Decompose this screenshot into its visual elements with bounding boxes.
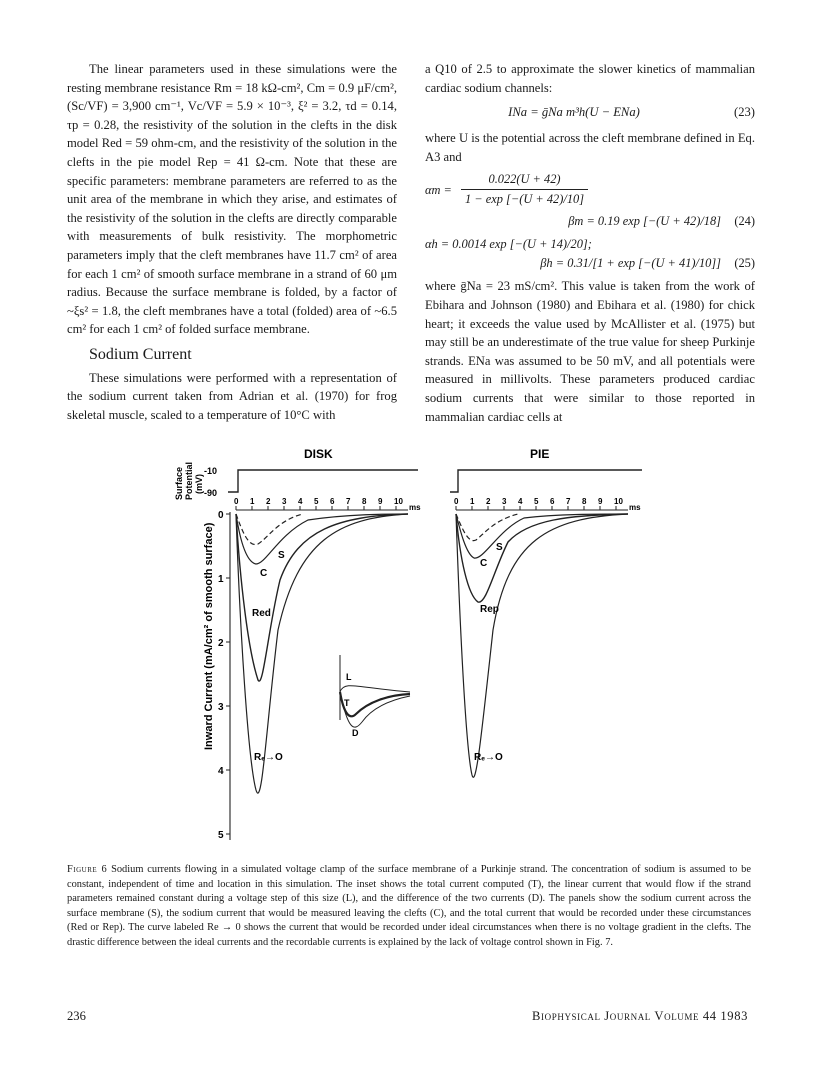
x-unit-pie: ms bbox=[629, 503, 641, 512]
paragraph-linear-parameters: The linear parameters used in these simulations were the resting membrane resistance Rm = 18 kΩ-cm², Cm = 0.9 μF/cm², (Sc/VF) = 3,900 cm⁻¹, Vc/VF = 5.9 × 10⁻³, ξ² = 3.2, τd = 0.14, τp = 0.28, the resistivity of the solution in the clefts in the disk model Red = 59 ohm-cm, and the resistivity of the solution in the clefts in the pie model Rep = 41 Ω-cm. Note that these are specific parameters: membrane parameters are referred to as the unit area of the membrane in which they arise, and estimates of the resistivity of the solution in the clefts are directly comparable with measurements of bulk resistivity. The morphometric parameters imply that the cleft membranes have 11.7 cm² of area for each 1 cm² of smooth surface membrane in a strand of 60 μm radius. Because the surface membrane is folded, by a factor of ~ξs² = 1.8, the cleft membranes have a total (folded) area of ~6.5 cm² for each 1 cm² of folded surface membrane. bbox=[67, 62, 397, 337]
voltage-step-pie bbox=[450, 470, 642, 492]
y-tick-label: 5 bbox=[218, 830, 224, 841]
section-heading: Sodium Current bbox=[89, 345, 192, 363]
page-number: 236 bbox=[67, 1009, 86, 1023]
label-pie-rep: Rep bbox=[480, 604, 499, 615]
paragraph-sodium-current: These simulations were performed with a representation of the sodium current taken from Adrian et al. (1970) for frog skeletal muscle, scaled to a temperature of 10°C with bbox=[67, 370, 397, 422]
voltage-tick-minus90: -90 bbox=[204, 488, 218, 498]
inset-label-d: D bbox=[352, 728, 359, 738]
curve-disk-c bbox=[236, 514, 408, 564]
label-pie-ideal: Rₑ→O bbox=[474, 752, 503, 763]
x-tick-label-pie: 5 bbox=[534, 497, 539, 506]
paragraph-where-u: where U is the potential across the cleft membrane defined in Eq. A3 and bbox=[425, 131, 755, 164]
equation-25-number: (25) bbox=[734, 256, 755, 271]
x-tick-label-pie: 6 bbox=[550, 497, 555, 506]
voltage-step-disk bbox=[228, 470, 418, 492]
left-column bbox=[67, 60, 397, 424]
x-unit-disk: ms bbox=[409, 503, 421, 512]
panel-title-pie: PIE bbox=[530, 447, 550, 461]
y-tick-label: 3 bbox=[218, 702, 224, 713]
curve-disk-red bbox=[236, 514, 408, 681]
equation-24-beta: βm = 0.19 exp [−(U + 42)/18] bbox=[568, 214, 721, 229]
figure-caption bbox=[67, 863, 751, 951]
x-tick-label-disk: 8 bbox=[362, 497, 367, 506]
x-tick-label-disk: 7 bbox=[346, 497, 351, 506]
equation-23 bbox=[425, 103, 755, 123]
x-tick-label-pie: 3 bbox=[502, 497, 507, 506]
equation-25-alpha: αh = 0.0014 exp [−(U + 14)/20]; bbox=[425, 237, 592, 252]
x-tick-label-disk: 2 bbox=[266, 497, 271, 506]
label-disk-ideal: Rₑ→O bbox=[254, 752, 283, 763]
x-tick-label-disk: 10 bbox=[394, 497, 403, 506]
figure-6 bbox=[168, 430, 648, 850]
figure-6-plot bbox=[168, 430, 648, 850]
label-pie-c: C bbox=[480, 558, 488, 569]
voltage-tick-minus10: -10 bbox=[204, 466, 218, 476]
y-tick-label: 1 bbox=[218, 574, 224, 585]
paragraph-q10: a Q10 of 2.5 to approximate the slower kinetics of mammalian cardiac sodium channels: bbox=[425, 62, 755, 95]
x-tick-label-disk: 6 bbox=[330, 497, 335, 506]
equation-24-numerator: 0.022(U + 42) bbox=[461, 170, 588, 190]
label-disk-red: Red bbox=[252, 608, 271, 619]
x-tick-label-disk: 4 bbox=[298, 497, 303, 506]
voltage-axis-label bbox=[174, 462, 204, 500]
x-tick-label-pie: 4 bbox=[518, 497, 523, 506]
x-tick-label-pie: 1 bbox=[470, 497, 475, 506]
label-disk-s: S bbox=[278, 550, 285, 561]
x-tick-label-pie: 0 bbox=[454, 497, 459, 506]
x-ticks bbox=[234, 497, 623, 510]
voltage-label-line1: Surface bbox=[174, 466, 184, 500]
y-tick-label: 4 bbox=[218, 766, 224, 777]
x-tick-label-disk: 3 bbox=[282, 497, 287, 506]
inset-curve-l bbox=[340, 686, 410, 692]
equation-23-body: INa = ḡNa m³h(U − ENa) bbox=[508, 105, 640, 120]
inset-curve-t bbox=[340, 692, 410, 716]
panel-title-disk: DISK bbox=[304, 447, 333, 461]
x-tick-label-disk: 9 bbox=[378, 497, 383, 506]
x-tick-label-disk: 1 bbox=[250, 497, 255, 506]
voltage-label-line2: Potential bbox=[184, 461, 194, 500]
x-tick-label-pie: 10 bbox=[614, 497, 623, 506]
inset-label-t: T bbox=[344, 698, 350, 708]
y-tick-label: 0 bbox=[218, 510, 224, 521]
inset bbox=[340, 655, 410, 738]
x-tick-label-pie: 7 bbox=[566, 497, 571, 506]
x-tick-label-pie: 9 bbox=[598, 497, 603, 506]
paragraph-gna: where ḡNa = 23 mS/cm². This value is taken from the work of Ebihara and Johnson (1980) and Ebihara et al. (1980) for chick heart; it exceeds the value used by McAllister et al. (1975) but may still be an underestimate of the true value for sheep Purkinje strands. ENa was assumed to be 50 mV, and all potentials were measured in millivolts. These parameters produced cardiac sodium currents that were similar to those reported in mammalian cardiac cells at bbox=[425, 279, 755, 424]
inset-curve-d bbox=[340, 692, 410, 727]
y-axis-label-text: Inward Current (mA/cm² of smooth surface) bbox=[203, 522, 215, 750]
y-tick-label: 2 bbox=[218, 638, 224, 649]
curve-pie-ideal bbox=[456, 514, 628, 777]
equation-24 bbox=[425, 170, 755, 273]
x-tick-label-disk: 5 bbox=[314, 497, 319, 506]
caption-text: Sodium currents flowing in a simulated voltage clamp of the surface membrane of a Purkinje strand. The concentration of sodium is assumed to be constant, independent of time and location in this simulation. The inset shows the total current computed (T), the linear current that would flow if the strand parameters remained constant during a voltage step of this size (L), and the difference of the two currents (D). The panels show the sodium current across the surface membrane (S), the sodium current that would be measured leaving the clefts (C), and the total current that would be recorded under these circumstances (Red or Rep). The curve labeled Re → 0 shows the current that would be recorded under ideal circumstances when there is no voltage gradient in the clefts. The drastic difference between the ideal currents and the recordable currents is explained by the lack of voltage control shown in Fig. 7. bbox=[67, 864, 751, 948]
x-tick-label-pie: 2 bbox=[486, 497, 491, 506]
y-axis-label bbox=[203, 522, 215, 750]
y-ticks bbox=[218, 510, 230, 841]
equation-24-number: (24) bbox=[734, 214, 755, 229]
equation-23-number: (23) bbox=[734, 105, 755, 120]
right-column bbox=[425, 60, 755, 426]
journal-footer: Biophysical Journal Volume 44 1983 bbox=[532, 1009, 748, 1023]
equation-24-lhs: αm = bbox=[425, 183, 452, 198]
voltage-label-line3: (mV) bbox=[194, 474, 204, 494]
x-tick-label-disk: 0 bbox=[234, 497, 239, 506]
caption-label: Figure 6 bbox=[67, 864, 108, 875]
equation-24-denominator: 1 − exp [−(U + 42)/10] bbox=[465, 191, 585, 206]
inset-label-l: L bbox=[346, 672, 352, 682]
equation-24-fraction bbox=[461, 170, 588, 208]
x-tick-label-pie: 8 bbox=[582, 497, 587, 506]
equation-25-beta: βh = 0.31/[1 + exp [−(U + 41)/10]] bbox=[540, 256, 721, 271]
label-disk-c: C bbox=[260, 568, 268, 579]
label-pie-s: S bbox=[496, 542, 503, 553]
